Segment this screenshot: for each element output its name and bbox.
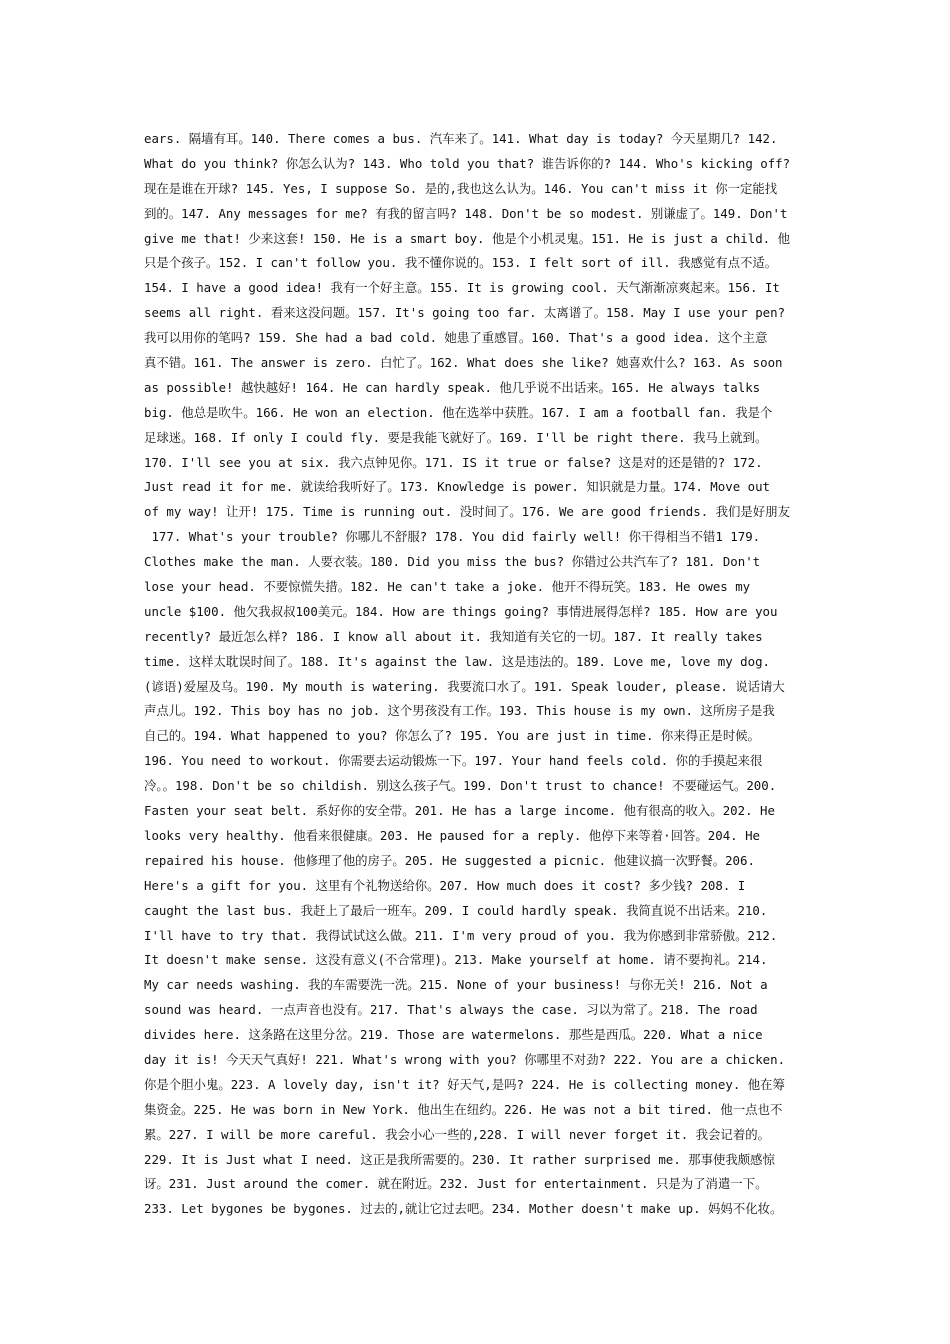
text-line: 冷。。198. Don't be so childish. 别这么孩子气。199. Don't trust to chance! 不要碰运气。200.: [144, 778, 777, 794]
text-line: divides here. 这条路在这里分岔。219. Those are watermelons. 那些是西瓜。220. What a nice: [144, 1027, 763, 1043]
text-line: Clothes make the man. 人要衣装。180. Did you miss the bus? 你错过公共汽车了? 181. Don't: [144, 554, 761, 570]
text-line: big. 他总是吹牛。166. He won an election. 他在选举中获胜。167. I am a football fan. 我是个: [144, 404, 773, 420]
text-line: 154. I have a good idea! 我有一个好主意。155. It is growing cool. 天气渐渐凉爽起来。156. It: [144, 280, 780, 296]
text-line: give me that! 少来这套! 150. He is a smart boy. 他是个小机灵鬼。151. He is just a child. 他: [144, 230, 790, 246]
text-line: What do you think? 你怎么认为? 143. Who told you that? 谁告诉你的? 144. Who's kicking off?: [144, 155, 791, 171]
text-line: Fasten your seat belt. 系好你的安全带。201. He has a large income. 他有很高的收入。202. He: [144, 803, 775, 819]
text-line: of my way! 让开! 175. Time is running out. 没时间了。176. We are good friends. 我们是好朋友: [144, 504, 790, 520]
text-line: 真不错。161. The answer is zero. 白忙了。162. What does she like? 她喜欢什么? 163. As soon: [144, 355, 783, 371]
text-line: ears. 隔墙有耳。140. There comes a bus. 汽车来了。141. What day is today? 今天星期几? 142.: [144, 131, 778, 146]
text-line: repaired his house. 他修理了他的房子。205. He suggested a picnic. 他建议搞一次野餐。206.: [144, 852, 755, 868]
text-line: (谚语)爱屋及乌。190. My mouth is watering. 我要流口水了。191. Speak louder, please. 说话请大: [144, 678, 785, 694]
text-line: day it is! 今天天气真好! 221. What's wrong with you? 你哪里不对劲? 222. You are a chicken.: [144, 1051, 786, 1067]
text-line: 233. Let bygones be bygones. 过去的,就让它过去吧。234. Mother doesn't make up. 妈妈不化妆。: [144, 1201, 783, 1217]
text-line: 足球迷。168. If only I could fly. 要是我能飞就好了。169. I'll be right there. 我马上就到。: [144, 429, 768, 445]
text-line: Just read it for me. 就读给我听好了。173. Knowledge is power. 知识就是力量。174. Move out: [144, 479, 770, 495]
text-line: 声点儿。192. This boy has no job. 这个男孩没有工作。193. This house is my own. 这所房子是我: [144, 703, 775, 719]
text-line: recently? 最近怎么样? 186. I know all about it. 我知道有关它的一切。187. It really takes: [144, 628, 763, 644]
text-line: sound was heard. 一点声音也没有。217. That's always the case. 习以为常了。218. The road: [144, 1002, 758, 1018]
text-line: 集资金。225. He was born in New York. 他出生在纽约。226. He was not a bit tired. 他一点也不: [144, 1101, 783, 1117]
text-line: as possible! 越快越好! 164. He can hardly speak. 他几乎说不出话来。165. He always talks: [144, 379, 761, 395]
text-line: My car needs washing. 我的车需要洗一洗。215. None of your business! 与你无关! 216. Not a: [144, 977, 768, 993]
text-line: It doesn't make sense. 这没有意义(不合常理)。213. Make yourself at home. 请不要拘礼。214.: [144, 952, 768, 968]
text-line: 177. What's your trouble? 你哪儿不舒服? 178. You did fairly well! 你干得相当不错1 179.: [144, 529, 761, 545]
text-line: time. 这样太耽误时间了。188. It's against the law. 这是违法的。189. Love me, love my dog.: [144, 653, 770, 669]
text-line: 我可以用你的笔吗? 159. She had a bad cold. 她患了重感冒。160. That's a good idea. 这个主意: [144, 330, 768, 346]
text-line: 只是个孩子。152. I can't follow you. 我不懂你说的。153. I felt sort of ill. 我感觉有点不适。: [144, 255, 778, 271]
text-line: 你是个胆小鬼。223. A lovely day, isn't it? 好天气,是吗? 224. He is collecting money. 他在筹: [144, 1076, 785, 1092]
text-line: looks very healthy. 他看来很健康。203. He paused for a reply. 他停下来等着·回答。204. He: [144, 827, 760, 843]
text-line: 229. It is Just what I need. 这正是我所需要的。230. It rather surprised me. 那事使我颇感惊: [144, 1151, 775, 1167]
text-line: 170. I'll see you at six. 我六点钟见你。171. IS it true or false? 这是对的还是错的? 172.: [144, 454, 763, 470]
text-line: Here's a gift for you. 这里有个礼物送给你。207. How much does it cost? 多少钱? 208. I: [144, 877, 746, 893]
text-line: seems all right. 看来这没问题。157. It's going too far. 太离谱了。158. May I use your pen?: [144, 305, 786, 321]
text-line: 196. You need to workout. 你需要去运动锻炼一下。197. Your hand feels cold. 你的手摸起来很: [144, 753, 763, 769]
text-line: 讶。231. Just around the comer. 就在附近。232. Just for entertainment. 只是为了消遣一下。: [144, 1176, 768, 1192]
text-line: 自己的。194. What happened to you? 你怎么了? 195. You are just in time. 你来得正是时候。: [144, 728, 760, 744]
text-line: lose your head. 不要惊慌失措。182. He can't take a joke. 他开不得玩笑。183. He owes my: [144, 579, 751, 595]
text-line: caught the last bus. 我赶上了最后一班车。209. I could hardly speak. 我简直说不出话来。210.: [144, 902, 768, 918]
text-line: I'll have to try that. 我得试试这么做。211. I'm very proud of you. 我为你感到非常骄傲。212.: [144, 927, 778, 943]
text-line: uncle $100. 他欠我叔叔100美元。184. How are things going? 事情进展得怎样? 185. How are you: [144, 603, 778, 619]
text-line: 到的。147. Any messages for me? 有我的留言吗? 148. Don't be so modest. 别谦虚了。149. Don't: [144, 205, 788, 221]
text-line: 累。227. I will be more careful. 我会小心一些的,228. I will never forget it. 我会记着的。: [144, 1126, 770, 1142]
document-text: [144, 127, 812, 1222]
text-line: 现在是谁在开球? 145. Yes, I suppose So. 是的,我也这么认为。146. You can't miss it 你一定能找: [144, 180, 778, 196]
